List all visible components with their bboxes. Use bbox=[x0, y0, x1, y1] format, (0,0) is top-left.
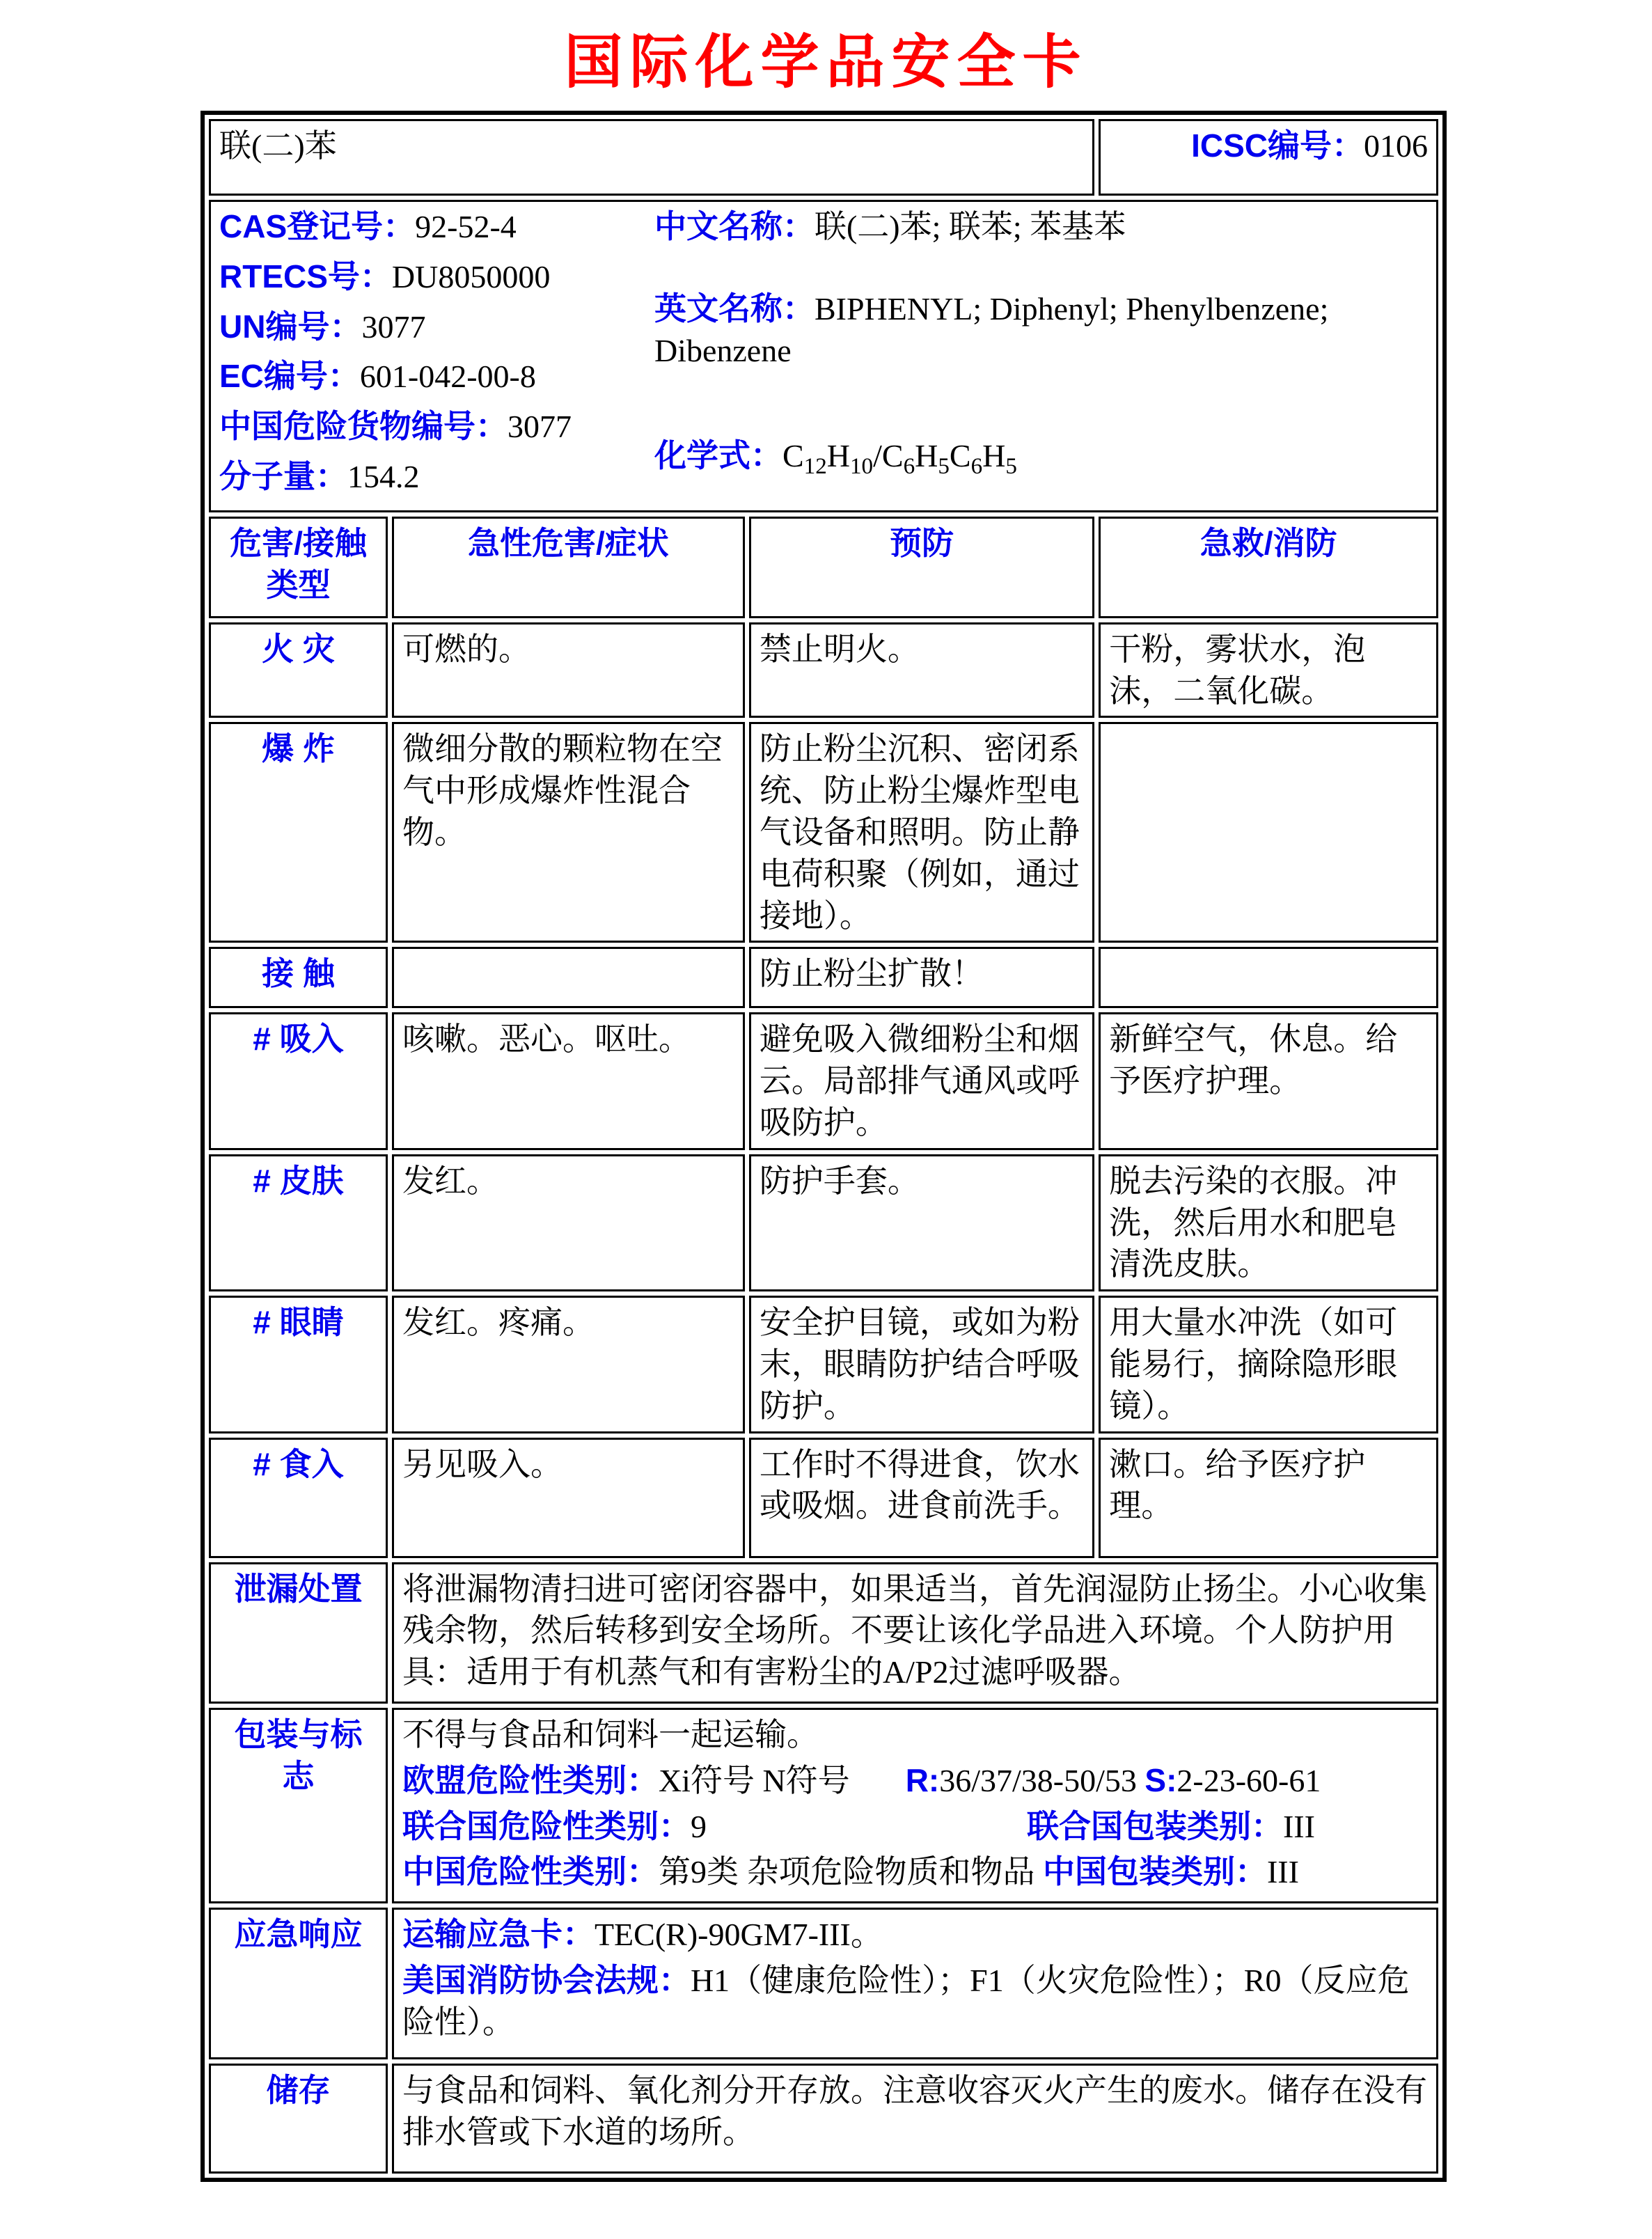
identifier-list bbox=[219, 206, 654, 506]
icsc-card bbox=[200, 111, 1447, 2182]
hazard-row bbox=[209, 722, 1438, 943]
first-aid-cell: 新鲜空气，休息。给予医疗护理。 bbox=[1099, 1012, 1438, 1149]
section-content-cell bbox=[392, 1908, 1438, 2059]
field-value: III bbox=[1282, 1808, 1315, 1844]
type-cell: 接 触 bbox=[209, 947, 388, 1008]
symptoms-cell: 咳嗽。恶心。呕吐。 bbox=[392, 1012, 745, 1149]
section-line bbox=[402, 1914, 1428, 1956]
identifier-value: 601-042-00-8 bbox=[359, 359, 536, 395]
symptoms-cell: 发红。疼痛。 bbox=[392, 1296, 745, 1433]
first-aid-cell: 干粉，雾状水，泡沫，二氧化碳。 bbox=[1099, 622, 1438, 718]
identifier-value: 3077 bbox=[508, 409, 572, 445]
type-cell: # 皮肤 bbox=[209, 1154, 388, 1291]
identifier-label: CAS登记号： bbox=[219, 208, 416, 244]
english-name-label: 英文名称： bbox=[654, 290, 815, 327]
identifier-value: 154.2 bbox=[347, 458, 420, 494]
prevention-cell: 防护手套。 bbox=[749, 1154, 1094, 1291]
symptoms-cell: 另见吸入。 bbox=[392, 1438, 745, 1558]
section-row bbox=[209, 1708, 1438, 1903]
hazard-header-cell-3: 急救/消防 bbox=[1099, 517, 1438, 618]
section-line bbox=[402, 1569, 1428, 1693]
hazard-header-cell-1: 急性危害/症状 bbox=[392, 517, 745, 618]
section-line bbox=[402, 1714, 1428, 1756]
page-title: 国际化学品安全卡 bbox=[564, 31, 1088, 95]
hazard-row bbox=[209, 1296, 1438, 1433]
english-name-line bbox=[654, 288, 1428, 372]
section-line bbox=[402, 1760, 1428, 1802]
identity-cell bbox=[209, 200, 1438, 512]
prevention-cell: 防止粉尘沉积、密闭系统、防止粉尘爆炸型电气设备和照明。防止静电荷积聚（例如，通过接地）。 bbox=[749, 722, 1094, 943]
identifier-label: EC编号： bbox=[219, 358, 360, 395]
symptoms-cell: 微细分散的颗粒物在空气中形成爆炸性混合物。 bbox=[392, 722, 745, 943]
hazard-row bbox=[209, 1154, 1438, 1291]
prevention-cell: 避免吸入微细粉尘和烟云。局部排气通风或呼吸防护。 bbox=[749, 1012, 1094, 1149]
field-label: 中国包装类别： bbox=[1042, 1853, 1267, 1890]
section-row bbox=[209, 2064, 1438, 2174]
type-cell: # 眼睛 bbox=[209, 1296, 388, 1433]
chinese-name-label: 中文名称： bbox=[654, 208, 815, 244]
identifier-value: 92-52-4 bbox=[415, 209, 517, 244]
field-value: TEC(R)-90GM7-III。 bbox=[594, 1917, 883, 1953]
field-value: 2-23-60-61 bbox=[1177, 1762, 1321, 1798]
identifier-label: 分子量： bbox=[219, 457, 347, 494]
hazard-row bbox=[209, 1438, 1438, 1558]
substance-title-row bbox=[209, 119, 1438, 196]
prevention-cell: 工作时不得进食，饮水或吸烟。进食前洗手。 bbox=[749, 1438, 1094, 1558]
field-label: 美国消防协会法规： bbox=[402, 1961, 691, 1998]
identifier-line bbox=[219, 356, 654, 398]
field-label: 运输应急卡： bbox=[402, 1916, 595, 1953]
hazard-row bbox=[209, 1012, 1438, 1149]
field-label: S: bbox=[1144, 1761, 1177, 1798]
identifier-value: DU8050000 bbox=[391, 258, 551, 294]
field-value: 36/37/38-50/53 bbox=[939, 1762, 1145, 1798]
substance-name: 联(二)苯 bbox=[209, 119, 1094, 196]
field-value: 将泄漏物清扫进可密闭容器中，如果适当，首先润湿防止扬尘。小心收集残余物，然后转移到安全场所。不要让该化学品进入环境。个人防护用具：适用于有机蒸气和有害粉尘的A/P2过滤呼吸器。 bbox=[402, 1571, 1427, 1690]
section-row bbox=[209, 1562, 1438, 1704]
formula-label: 化学式： bbox=[654, 437, 782, 474]
identifier-line bbox=[219, 306, 654, 348]
section-type-cell: 泄漏处置 bbox=[209, 1562, 388, 1704]
identifier-label: 中国危险货物编号： bbox=[219, 408, 508, 445]
field-label: 联合国危险性类别： bbox=[402, 1807, 691, 1844]
symptoms-cell: 发红。 bbox=[392, 1154, 745, 1291]
hazard-row bbox=[209, 622, 1438, 718]
field-label: R: bbox=[905, 1761, 940, 1798]
field-label: 联合国包装类别： bbox=[1026, 1807, 1283, 1844]
icsc-number-label: ICSC编号： bbox=[1191, 127, 1364, 164]
type-cell: 爆 炸 bbox=[209, 722, 388, 943]
identity-row bbox=[209, 200, 1438, 512]
section-content-cell bbox=[392, 2064, 1438, 2174]
icsc-number-value: 0106 bbox=[1364, 128, 1428, 164]
hazard-header-cell-2: 预防 bbox=[749, 517, 1094, 618]
section-type-cell: 包装与标志 bbox=[209, 1708, 388, 1903]
section-type-cell: 储存 bbox=[209, 2064, 388, 2174]
formula-value: $C_{12}H_{10}/C_6H_5C_6H_5$ bbox=[782, 438, 1017, 480]
field-value: 不得与食品和饲料一起运输。 bbox=[402, 1716, 819, 1752]
first-aid-cell bbox=[1099, 722, 1438, 943]
first-aid-cell bbox=[1099, 947, 1438, 1008]
field-label: 中国危险性类别： bbox=[402, 1853, 659, 1890]
symptoms-cell: 可燃的。 bbox=[392, 622, 745, 718]
section-row bbox=[209, 1908, 1438, 2059]
chinese-name-value: 联(二)苯; 联苯; 苯基苯 bbox=[814, 209, 1126, 244]
section-line bbox=[402, 1960, 1428, 2043]
identifier-line bbox=[219, 406, 654, 448]
type-cell: # 食入 bbox=[209, 1438, 388, 1558]
first-aid-cell: 用大量水冲洗（如可能易行，摘除隐形眼镜）。 bbox=[1099, 1296, 1438, 1433]
chinese-name-line bbox=[654, 206, 1428, 248]
first-aid-cell: 漱口。给予医疗护理。 bbox=[1099, 1438, 1438, 1558]
prevention-cell: 防止粉尘扩散！ bbox=[749, 947, 1094, 1008]
symptoms-cell bbox=[392, 947, 745, 1008]
field-value: III bbox=[1266, 1854, 1299, 1890]
section-line bbox=[402, 2070, 1428, 2153]
section-content-cell bbox=[392, 1708, 1438, 1903]
icsc-table bbox=[200, 111, 1447, 2182]
identifier-line bbox=[219, 256, 654, 298]
english-name-value: BIPHENYL; Diphenyl; Phenylbenzene; Dibenzene bbox=[654, 290, 1329, 368]
identifier-line bbox=[219, 456, 654, 498]
section-type-cell: 应急响应 bbox=[209, 1908, 388, 2059]
field-value: 9 bbox=[690, 1808, 707, 1844]
hazard-header-cell-0: 危害/接触 类型 bbox=[209, 517, 388, 618]
type-cell: 火 灾 bbox=[209, 622, 388, 718]
section-content-cell bbox=[392, 1562, 1438, 1704]
hazard-header-row bbox=[209, 517, 1438, 618]
field-value: H1（健康危险性）；F1（火灾危险性）；R0（反应危险性）。 bbox=[402, 1962, 1410, 2040]
prevention-cell: 禁止明火。 bbox=[749, 622, 1094, 718]
field-value: 与食品和饲料、氧化剂分开存放。注意收容灭火产生的废水。储存在没有排水管或下水道的场所。 bbox=[402, 2073, 1427, 2150]
first-aid-cell: 脱去污染的衣服。冲洗，然后用水和肥皂清洗皮肤。 bbox=[1099, 1154, 1438, 1291]
names-block bbox=[654, 206, 1428, 506]
formula-line bbox=[654, 435, 1428, 480]
type-cell: # 吸入 bbox=[209, 1012, 388, 1149]
field-label: 欧盟危险性类别： bbox=[402, 1761, 659, 1798]
identifier-value: 3077 bbox=[361, 308, 426, 345]
prevention-cell: 安全护目镜，或如为粉末，眼睛防护结合呼吸防护。 bbox=[749, 1296, 1094, 1433]
section-line bbox=[402, 1851, 1428, 1893]
identifier-line bbox=[219, 206, 654, 248]
field-value: 第9类 杂项危险物质和物品 bbox=[658, 1854, 1043, 1890]
icsc-number-cell bbox=[1099, 119, 1438, 196]
hazard-row bbox=[209, 947, 1438, 1008]
identifier-label: UN编号： bbox=[219, 308, 362, 345]
identifier-label: RTECS号： bbox=[219, 258, 392, 294]
field-value: Xi符号 N符号 bbox=[658, 1762, 850, 1798]
section-line bbox=[402, 1806, 1428, 1848]
